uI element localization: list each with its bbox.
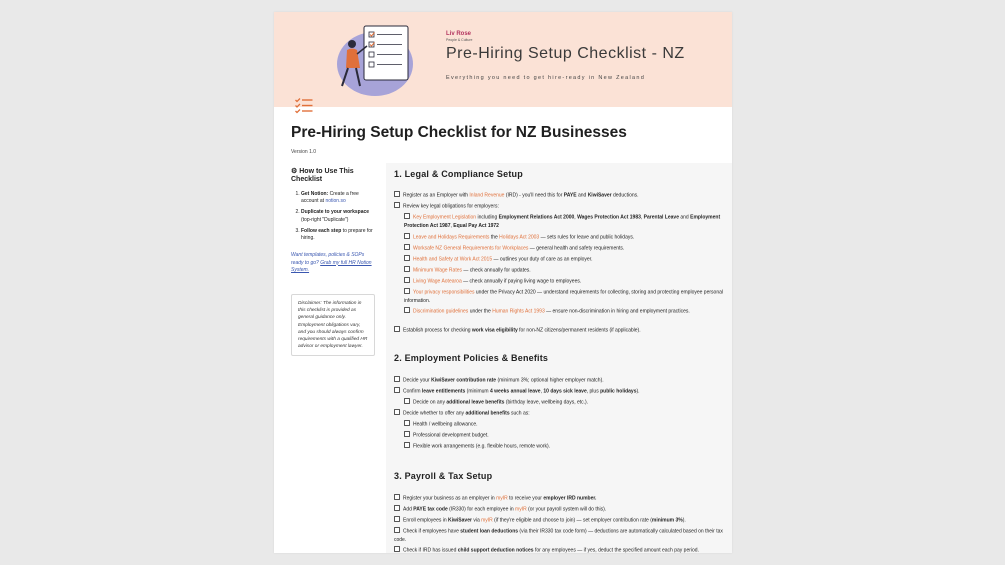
item-text: the xyxy=(489,234,500,241)
checkbox[interactable] xyxy=(404,420,410,426)
checklist-item[interactable] xyxy=(404,420,726,429)
item-text: KiwiSaver xyxy=(448,517,472,524)
item-text: Flexible work arrangements (e.g. flexible hours, remote work). xyxy=(413,443,550,450)
item-text: under the Privacy Act 2020 — understand requirements for collecting, storing and protecting employee personal information. xyxy=(404,289,723,305)
section-heading-policies: 2. Employment Policies & Benefits xyxy=(394,353,549,363)
checkbox[interactable] xyxy=(404,288,410,294)
item-text: 10 days sick leave xyxy=(543,388,587,395)
inline-link[interactable]: Leave and Holidays Requirements xyxy=(413,234,490,241)
item-text: student loan deductions xyxy=(460,528,519,535)
checkbox[interactable] xyxy=(394,409,400,415)
item-text: to receive your xyxy=(507,495,544,502)
item-text: leave entitlements xyxy=(421,388,466,395)
checkbox[interactable] xyxy=(394,387,400,393)
checklist-column xyxy=(386,163,732,553)
item-text: public holidays xyxy=(600,388,637,395)
item-text: (minimum xyxy=(465,388,490,395)
item-text: including xyxy=(476,214,499,221)
checklist-item[interactable] xyxy=(404,307,726,316)
item-text: (birthday leave, wellbeing days, etc.). xyxy=(504,399,589,406)
checkbox[interactable] xyxy=(394,494,400,500)
item-text: for any employees — if yes, deduct the specified amount each pay period. xyxy=(533,547,699,553)
cover-banner xyxy=(274,12,732,107)
item-text: such as: xyxy=(509,410,530,417)
item-text: (if they're eligible and choose to join) — set employer contribution rate ( xyxy=(492,517,652,524)
inline-link[interactable]: Inland Revenue xyxy=(469,192,505,199)
item-text: Employment Protection Act 1987 xyxy=(404,214,721,230)
item-text: additional benefits xyxy=(465,410,510,417)
item-text: Decide whether to offer any xyxy=(403,410,466,417)
item-text: via xyxy=(471,517,482,524)
step-text: to prepare for hiring. xyxy=(301,227,373,242)
item-text: KiwiSaver xyxy=(587,192,612,199)
howto-title: How to Use This Checklist xyxy=(291,168,354,184)
checklist-item[interactable] xyxy=(404,213,726,231)
checklist-item[interactable] xyxy=(394,527,728,545)
item-text: and xyxy=(576,192,588,199)
checklist-item[interactable] xyxy=(404,255,726,264)
inline-link[interactable]: Worksafe NZ General Requirements for Workplaces xyxy=(413,245,529,252)
item-text: (IR330) for each employee in xyxy=(447,506,516,513)
checkbox[interactable] xyxy=(394,202,400,208)
checklist-item[interactable] xyxy=(394,202,728,211)
checklist-item[interactable] xyxy=(394,505,728,514)
inline-link[interactable]: Minimum Wage Rates xyxy=(413,267,462,274)
banner-title: Pre-Hiring Setup Checklist - NZ xyxy=(446,45,685,62)
brand-name: Liv Rose xyxy=(446,31,472,37)
inline-link[interactable]: Living Wage Aotearoa xyxy=(413,278,462,285)
checklist-item[interactable] xyxy=(404,277,726,286)
inline-link[interactable]: Holidays Act 2003 xyxy=(499,234,540,241)
notion-page xyxy=(274,12,732,553)
item-text: (IRD) - you'll need this for xyxy=(504,192,564,199)
promo-text: Want templates, policies & SOPs ready to go? xyxy=(291,252,365,266)
item-text: Confirm xyxy=(403,388,422,395)
item-text: and xyxy=(678,214,691,221)
inline-link[interactable]: Discrimination guidelines xyxy=(413,308,469,315)
checkbox[interactable] xyxy=(404,213,410,219)
section-heading-payroll: 3. Payroll & Tax Setup xyxy=(394,471,493,481)
item-text: for non-NZ citizens/permanent residents (if applicable). xyxy=(517,327,641,334)
item-text: Review key legal obligations for employers: xyxy=(403,203,499,210)
inline-link[interactable]: myIR xyxy=(496,495,508,502)
item-text: , xyxy=(640,214,644,221)
checkbox[interactable] xyxy=(394,516,400,522)
checklist-item[interactable] xyxy=(404,266,726,275)
checklist-item[interactable] xyxy=(394,546,728,553)
checkbox[interactable] xyxy=(394,326,400,332)
item-text: (or your payroll system will do this). xyxy=(526,506,607,513)
checklist-item[interactable] xyxy=(404,431,726,440)
item-text: — general health and safety requirements. xyxy=(528,245,625,252)
inline-link[interactable]: myIR xyxy=(481,517,493,524)
inline-link[interactable]: Your privacy responsibilities xyxy=(413,289,475,296)
brand-logo xyxy=(446,31,472,42)
checkbox[interactable] xyxy=(404,442,410,448)
item-text: (minimum 3%; optional higher employer match). xyxy=(496,377,604,384)
checklist-page-icon[interactable] xyxy=(295,98,313,114)
item-text: child support deduction notices xyxy=(457,547,534,553)
item-text: — check annually if paying living wage to employees. xyxy=(461,278,582,285)
item-text: 4 weeks annual leave xyxy=(490,388,541,395)
checkbox[interactable] xyxy=(404,255,410,261)
item-text: additional leave benefits xyxy=(446,399,505,406)
checkbox[interactable] xyxy=(404,277,410,283)
step-text: (top-right "Duplicate") xyxy=(301,216,349,223)
checkbox[interactable] xyxy=(394,527,400,533)
checklist-item[interactable] xyxy=(404,288,726,306)
item-text: Decide on any xyxy=(413,399,447,406)
item-text: Check if IRD has issued xyxy=(403,547,458,553)
promo-note xyxy=(291,252,375,274)
checkbox[interactable] xyxy=(394,376,400,382)
checklist-item[interactable] xyxy=(394,191,728,200)
item-text: under the xyxy=(468,308,493,315)
howto-heading xyxy=(291,168,375,185)
item-text: KiwiSaver contribution rate xyxy=(431,377,497,384)
item-text: Equal Pay Act 1972 xyxy=(453,223,499,230)
item-text: ). xyxy=(682,517,686,524)
checkbox[interactable] xyxy=(404,307,410,313)
checkbox[interactable] xyxy=(404,244,410,250)
item-text: , xyxy=(450,223,454,230)
inline-link[interactable]: myIR xyxy=(515,506,527,513)
item-text: — sets rules for leave and public holidays. xyxy=(539,234,635,241)
checkbox[interactable] xyxy=(394,546,400,552)
checklist-item[interactable] xyxy=(404,244,726,253)
step-bold: Duplicate to your workspace xyxy=(301,209,370,216)
version-label: Version 1.0 xyxy=(291,149,317,155)
item-text: employer IRD number. xyxy=(543,495,597,502)
item-text: Enroll employees in xyxy=(403,517,449,524)
checkbox[interactable] xyxy=(394,191,400,197)
item-text: , xyxy=(540,388,544,395)
item-text: work visa eligibility xyxy=(471,327,518,334)
checklist-item[interactable] xyxy=(404,233,726,242)
checklist-item[interactable] xyxy=(394,409,728,418)
item-text: , plus xyxy=(586,388,601,395)
checkbox[interactable] xyxy=(394,505,400,511)
checklist-item[interactable] xyxy=(394,326,728,335)
checklist-item[interactable] xyxy=(394,376,728,385)
item-text: Wages Protection Act 1983 xyxy=(577,214,641,221)
banner-subtitle: Everything you need to get hire-ready in New Zealand xyxy=(446,75,646,81)
hr-system-link[interactable]: Grab my full HR Notion System. xyxy=(291,259,372,273)
checkbox[interactable] xyxy=(404,398,410,404)
checklist-illustration-icon xyxy=(330,22,420,98)
disclaimer-callout: Disclaimer: The information in this checklist is provided as general guidance only. Employment obligations vary, and you should always confirm requirements with a qualified HR advisor or employment lawyer. xyxy=(291,294,375,356)
item-text: Employment Relations Act 2000 xyxy=(498,214,575,221)
sidebar-column xyxy=(291,168,375,356)
item-text: PAYE xyxy=(563,192,577,199)
item-text: Register your business as an employer in xyxy=(403,495,497,502)
howto-step xyxy=(301,191,375,206)
howto-step xyxy=(301,209,375,224)
item-text: — ensure non-discrimination in hiring and employment practices. xyxy=(544,308,690,315)
checkbox[interactable] xyxy=(404,233,410,239)
info-icon: ⚙ xyxy=(291,168,298,175)
item-text: Professional development budget. xyxy=(413,432,489,439)
item-text: Decide your xyxy=(403,377,432,384)
checklist-item[interactable] xyxy=(404,398,726,407)
step-text: Create a free account at xyxy=(301,190,359,205)
notion-link[interactable]: notion.so xyxy=(325,198,346,205)
section-heading-legal: 1. Legal & Compliance Setup xyxy=(394,169,523,179)
item-text: — check annually for updates. xyxy=(462,267,531,274)
checklist-item[interactable] xyxy=(394,516,728,525)
checkbox[interactable] xyxy=(404,431,410,437)
item-text: PAYE tax code xyxy=(413,506,448,513)
item-text: Add xyxy=(403,506,414,513)
howto-step xyxy=(301,228,375,243)
inline-link[interactable]: Health and Safety at Work Act 2015 xyxy=(413,256,493,263)
step-bold: Get Notion: xyxy=(301,190,329,197)
item-text: Health / wellbeing allowance. xyxy=(413,421,478,428)
item-text: , xyxy=(574,214,578,221)
item-text: Check if employees have xyxy=(403,528,461,535)
item-text: ). xyxy=(636,388,640,395)
checkbox[interactable] xyxy=(404,266,410,272)
item-text: — outlines your duty of care as an employer. xyxy=(492,256,593,263)
page-title[interactable]: Pre-Hiring Setup Checklist for NZ Businesses xyxy=(291,124,627,141)
item-text: Establish process for checking xyxy=(403,327,472,334)
item-text: minimum 3% xyxy=(651,517,683,524)
inline-link[interactable]: Key Employment Legislation xyxy=(413,214,477,221)
brand-tagline: People & Culture xyxy=(446,38,473,42)
step-bold: Follow each step xyxy=(301,227,342,234)
checklist-item[interactable] xyxy=(404,442,726,451)
checklist-item[interactable] xyxy=(394,387,728,396)
item-text: deductions. xyxy=(611,192,639,199)
checklist-item[interactable] xyxy=(394,494,728,503)
item-text: Register as an Employer with xyxy=(403,192,470,199)
item-text: Parental Leave xyxy=(643,214,679,221)
item-text: (via their IR330 tax code form) — deductions are automatically calculated based on their tax code. xyxy=(394,528,723,544)
howto-steps xyxy=(291,191,375,243)
inline-link[interactable]: Human Rights Act 1993 xyxy=(492,308,545,315)
